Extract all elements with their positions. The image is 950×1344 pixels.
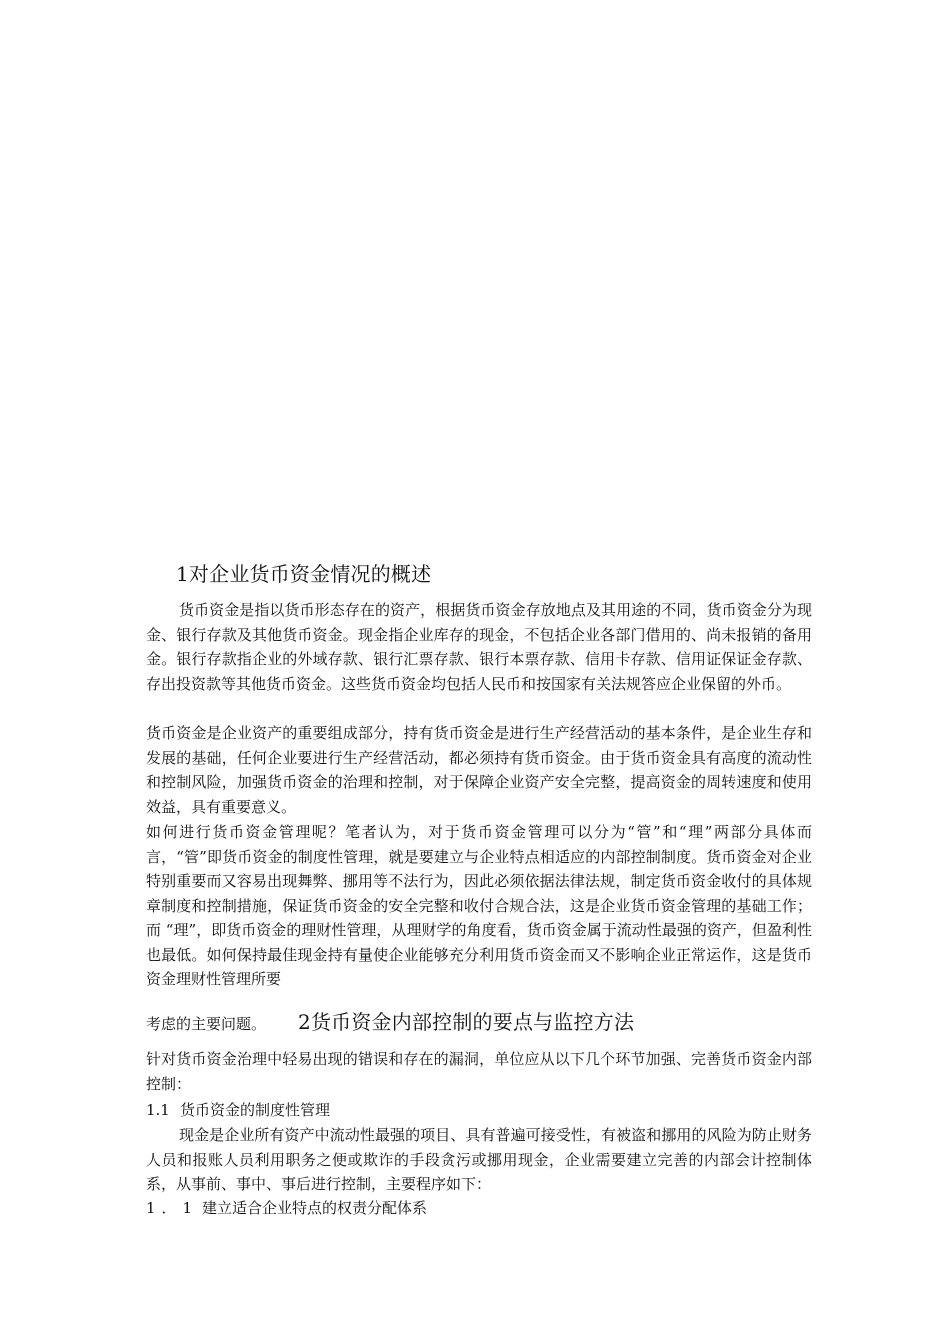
paragraph-monetary-funds-importance: 货币资金是企业资产的重要组成部分，持有货币资金是进行生产经营活动的基本条件，是企业生存和发展的基础，任何企业要进行生产经营活动，都必须持有货币资金。由于货币资金具有高度的流动性和控制风险，加强货币资金的治理和控制，对于保障企业资产安全完整，提高资金的周转速度和使用效益，具有重要意义。 (146, 724, 812, 816)
subsection-heading-1-1 (146, 1098, 330, 1122)
paragraph-monetary-funds-management: 如何进行货币资金管理呢？笔者认为，对于货币资金管理可以分为“管”和“理”两部分具体而言，“管”即货币资金的制度性管理，就是要建立与企业特点相适应的内部控制制度。货币资金对企业特别重要而又容易出现舞弊、挪用等不法行为，因此必须依据法律法规，制定货币资金收付的具体规章制度和控制措施，保证货币资金的安全完整和收付合规合法，这是企业货币资金管理的基础工作；而 “理”，即货币资金的理财性管理，从理财学的角度看，货币资金属于流动性最强的资产，但盈利性也最低。如何保持最佳现金持有量使企业能够充分利用货币资金而又不影响企业正常运作，这是货币资金理财性管理所要 (146, 823, 812, 988)
section-heading-2: 2货币资金内部控制的要点与监控方法 (298, 1010, 635, 1034)
paragraph-monetary-funds-definition: 货币资金是指以货币形态存在的资产，根据货币资金存放地点及其用途的不同，货币资金分为现金、银行存款及其他货币资金。现金指企业库存的现金，不包括企业各部门借用的、尚未报销的备用金。银行存款指企业的外域存款、银行汇票存款、银行本票存款、信用卡存款、信用证保证金存款、存出投资款等其他货币资金。这些货币资金均包括人民币和按国家有关法规答应企业保留的外币。 (146, 601, 812, 693)
paragraph-internal-control-intro: 针对货币资金治理中轻易出现的错误和存在的漏洞，单位应从以下几个环节加强、完善货币资金内部控制： (146, 1050, 812, 1093)
subsection-title: 货币资金的制度性管理 (180, 1101, 331, 1119)
subsection-number: 1．1 (146, 1199, 199, 1217)
section-heading-1: 1对企业货币资金情况的概述 (176, 562, 432, 586)
subsection-number: 1.1 (146, 1101, 170, 1119)
subsection-heading-1-1-b (146, 1196, 427, 1220)
heading-line-section-2 (146, 1008, 812, 1038)
subsection-title: 建立适合企业特点的权责分配体系 (202, 1199, 428, 1217)
paragraph-cash-control: 现金是企业所有资产中流动性最强的项目、具有普遍可接受性，有被盗和挪用的风险为防止财务人员和报账人员利用职务之便或欺诈的手段贪污或挪用现金，企业需要建立完善的内部会计控制体系，从事前、事中、事后进行控制，主要程序如下： (146, 1126, 812, 1193)
paragraph-tail-text: 考虑的主要问题。 (146, 1015, 267, 1033)
